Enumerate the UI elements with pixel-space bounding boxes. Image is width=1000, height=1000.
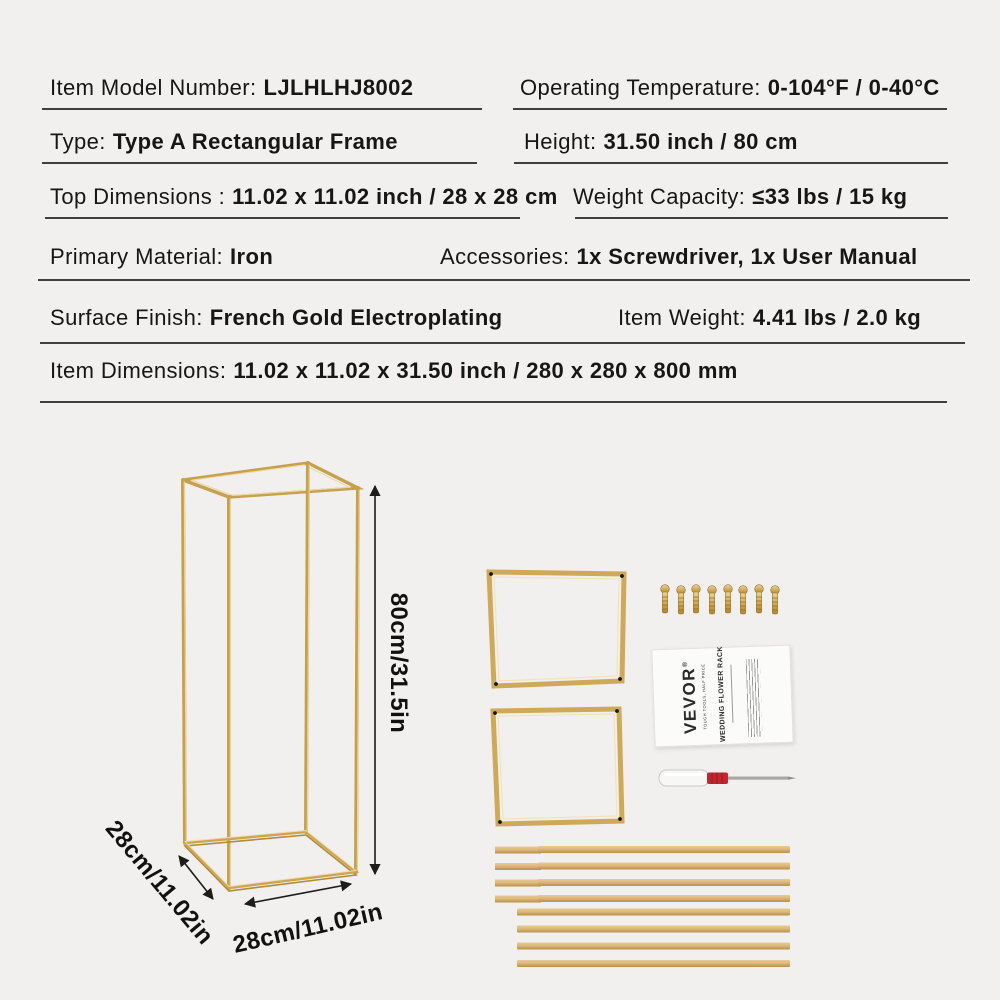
- rod: [495, 896, 541, 903]
- spec-value: French Gold Electroplating: [209, 305, 503, 330]
- spec-label: Operating Temperature:: [520, 75, 761, 100]
- screw: [771, 586, 780, 614]
- spec-value: ≤33 lbs / 15 kg: [752, 184, 908, 209]
- height-dimension-label: 80cm/31.5in: [385, 592, 412, 734]
- spec-value: Type A Rectangular Frame: [112, 129, 398, 154]
- screw: [724, 585, 733, 613]
- spec-value: 11.02 x 11.02 inch / 28 x 28 cm: [232, 184, 558, 209]
- width-dimension-label: 28cm/11.02in: [230, 898, 386, 959]
- spec-value: 0-104°F / 0-40°C: [767, 75, 940, 100]
- screw: [739, 586, 748, 614]
- spec-label: Type:: [50, 129, 106, 154]
- rod: [495, 863, 541, 870]
- screw: [708, 586, 717, 614]
- spec-label: Surface Finish:: [50, 305, 203, 330]
- screw: [677, 586, 686, 614]
- rod: [538, 863, 790, 870]
- manual-brand-logo: VEVOR®: [678, 660, 701, 735]
- spec-value: LJLHLHJ8002: [263, 75, 414, 100]
- screw: [661, 585, 670, 613]
- rod: [495, 880, 541, 887]
- rod: [517, 909, 790, 916]
- screw: [755, 585, 764, 613]
- manual-fine-print: [746, 659, 763, 737]
- rod: [495, 847, 541, 854]
- spec-label: Height:: [524, 129, 597, 154]
- tall-stand-frame: [183, 463, 359, 891]
- spec-value: 11.02 x 11.02 x 31.50 inch / 280 x 280 x 800 mm: [233, 358, 738, 383]
- spec-value: Iron: [230, 244, 274, 269]
- spec-value: 1x Screwdriver, 1x User Manual: [576, 244, 918, 269]
- screws-group: [661, 585, 780, 614]
- screwdriver: [659, 770, 796, 786]
- frame-corner-holes: [493, 709, 622, 824]
- frame-corner-holes: [489, 572, 624, 686]
- square-frame-bottom: [493, 709, 622, 824]
- rod: [538, 879, 790, 886]
- user-manual: [651, 645, 793, 748]
- registered-mark: ®: [682, 660, 690, 668]
- depth-dimension-label: 28cm/11.02in: [99, 815, 219, 950]
- manual-title: WEDDING FLOWER RACK: [716, 645, 728, 743]
- screwdriver-shaft: [728, 777, 788, 780]
- screwdriver-tip: [788, 777, 796, 780]
- screwdriver-handle: [659, 770, 709, 786]
- rod: [517, 960, 790, 967]
- rod: [538, 846, 790, 853]
- spec-label: Item Dimensions:: [50, 358, 227, 383]
- spec-label: Top Dimensions :: [50, 184, 226, 209]
- rod: [517, 943, 790, 950]
- spec-label: Accessories:: [440, 244, 570, 269]
- spec-label: Weight Capacity:: [573, 184, 746, 209]
- spec-value: 4.41 lbs / 2.0 kg: [752, 305, 922, 330]
- rod: [517, 926, 790, 933]
- rod: [538, 895, 790, 902]
- spec-label: Item Weight:: [618, 305, 746, 330]
- screw: [692, 585, 701, 613]
- spec-label: Primary Material:: [50, 244, 224, 269]
- spec-label: Item Model Number:: [50, 75, 257, 100]
- rods-group: [495, 846, 790, 967]
- manual-model-line: [730, 665, 733, 723]
- spec-value: 31.50 inch / 80 cm: [603, 129, 798, 154]
- square-frame-top: [489, 572, 624, 686]
- manual-tagline: TOUGH TOOLS, HALF PRICE: [700, 663, 708, 730]
